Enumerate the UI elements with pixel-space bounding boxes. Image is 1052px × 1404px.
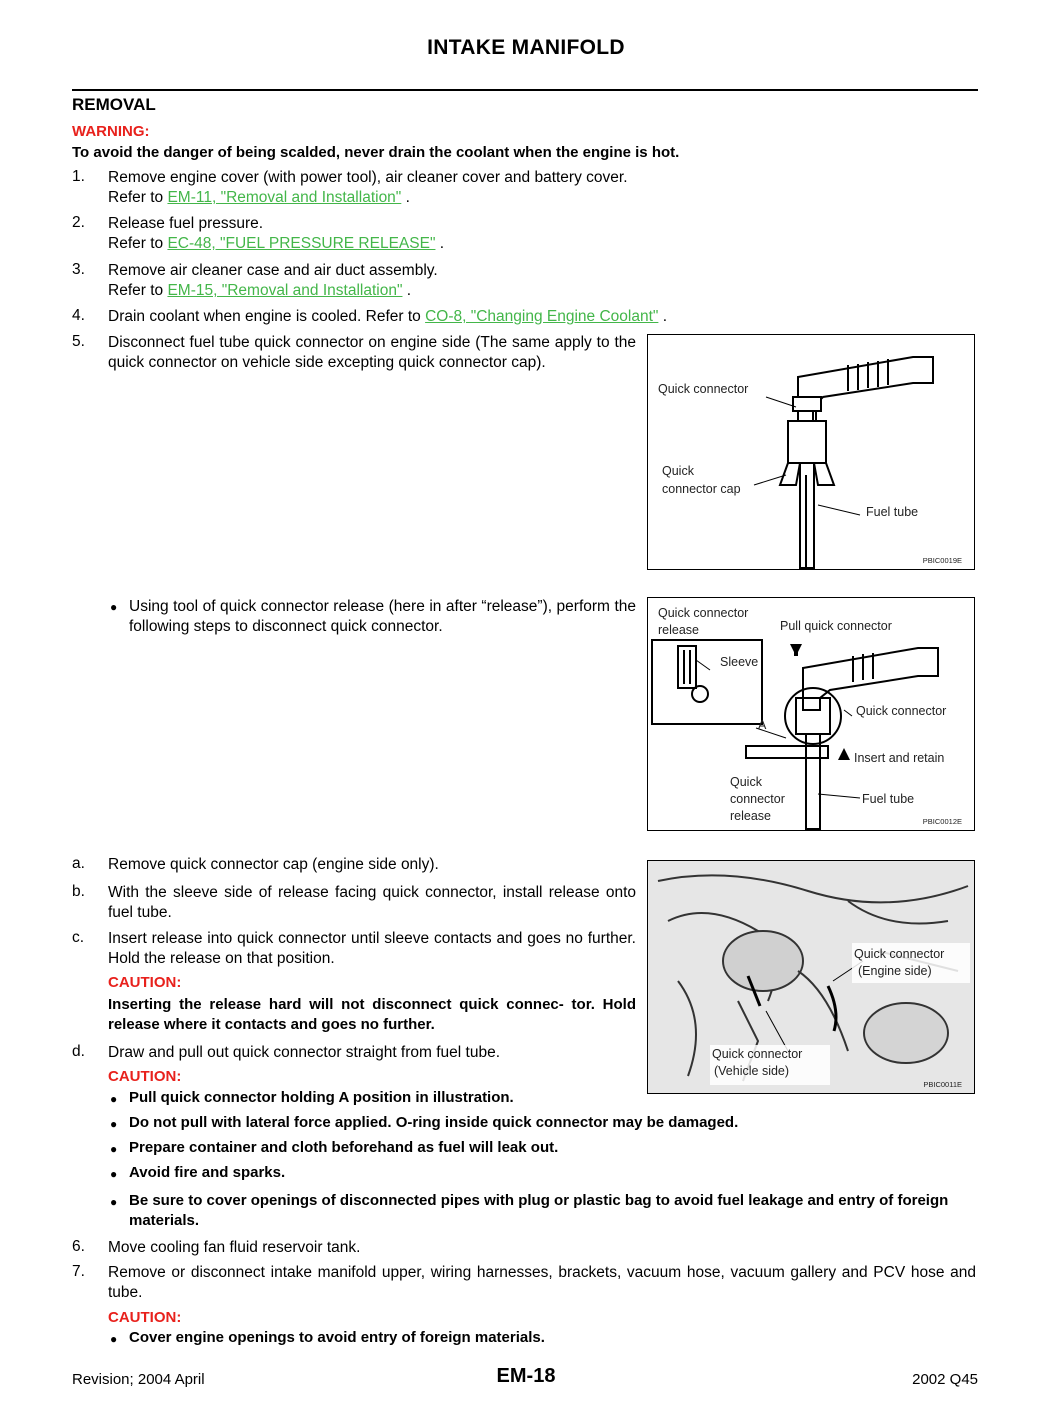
warning-label: WARNING: bbox=[72, 123, 150, 140]
ref-suffix: . bbox=[401, 189, 410, 206]
step-4-text bbox=[108, 307, 988, 327]
figure-label: Quick bbox=[662, 464, 694, 478]
step-d-text: Draw and pull out quick connector straight from fuel tube. bbox=[108, 1044, 501, 1061]
step-b-text: With the sleeve side of release facing quick connector, install release onto fuel tube. bbox=[108, 884, 636, 921]
ref-suffix: . bbox=[402, 282, 412, 299]
figure-label: Insert and retain bbox=[854, 751, 945, 765]
quick-connector-illustration bbox=[648, 335, 974, 569]
caution-label: CAUTION: bbox=[108, 1309, 182, 1326]
figure-label: Quick bbox=[730, 775, 762, 789]
step-7-text: Remove or disconnect intake manifold upper, wiring harnesses, brackets, vacuum hose, vacuum gallery and PCV hose and tube. bbox=[108, 1264, 976, 1301]
caution-1-text: Inserting the release hard will not disconnect quick connec- tor. Hold release where it contacts and goes no further. bbox=[108, 996, 636, 1033]
figure-label: Sleeve bbox=[720, 655, 759, 669]
step-4-lead: Drain coolant when engine is cooled. Refer to bbox=[108, 308, 426, 325]
figure-label: Quick connector bbox=[854, 947, 945, 961]
figure-label: Quick connector bbox=[658, 606, 749, 620]
ref-suffix: . bbox=[658, 308, 668, 325]
ref-suffix: . bbox=[435, 235, 445, 252]
figure-label: Pull quick connector bbox=[780, 619, 892, 633]
ref-link-em-15[interactable]: EM-15, "Removal and Installation" bbox=[167, 282, 403, 299]
step-3-ref bbox=[108, 281, 988, 301]
step-5-text: Disconnect fuel tube quick connector on engine side (The same apply to the quick connector on vehicle side excepting quick connector cap). bbox=[108, 334, 636, 371]
page-number: EM-18 bbox=[496, 1365, 556, 1387]
ref-prefix: Refer to bbox=[108, 282, 168, 299]
caution-item: Pull quick connector holding A position in illustration. bbox=[129, 1089, 514, 1106]
bullet-icon: ● bbox=[110, 1195, 118, 1209]
figure-label: release bbox=[730, 809, 771, 823]
figure-label: Quick connector bbox=[658, 382, 749, 396]
bullet-icon: ● bbox=[110, 1142, 118, 1156]
caution-label: CAUTION: bbox=[108, 1068, 182, 1085]
figure-label: Quick connector bbox=[856, 704, 947, 718]
step-letter: c. bbox=[72, 929, 85, 946]
footer-model: 2002 Q45 bbox=[912, 1371, 978, 1388]
figure-quick-connector-release bbox=[647, 597, 975, 831]
figure-quick-connector bbox=[647, 334, 975, 570]
bullet-icon: ● bbox=[110, 1167, 118, 1181]
step-5-bullet: Using tool of quick connector release (here in after “release”), perform the following steps to disconnect quick connector. bbox=[129, 598, 636, 635]
step-number: 6. bbox=[72, 1238, 85, 1255]
step-number: 2. bbox=[72, 214, 85, 231]
ref-link-em-11[interactable]: EM-11, "Removal and Installation" bbox=[167, 189, 402, 206]
caution-item: Prepare container and cloth beforehand as fuel will leak out. bbox=[129, 1139, 559, 1156]
step-text bbox=[108, 214, 988, 254]
caution-item: Cover engine openings to avoid entry of foreign materials. bbox=[129, 1329, 545, 1346]
step-a-text: Remove quick connector cap (engine side only). bbox=[108, 856, 439, 873]
ref-prefix: Refer to bbox=[108, 189, 168, 206]
figure-label: Fuel tube bbox=[862, 792, 915, 806]
figure-label: release bbox=[658, 623, 699, 637]
bullet-icon: ● bbox=[110, 600, 118, 614]
ref-prefix: Refer to bbox=[108, 235, 168, 252]
step-2-text: Release fuel pressure. bbox=[108, 215, 264, 232]
step-number: 3. bbox=[72, 261, 85, 278]
caution-label: CAUTION: bbox=[108, 974, 182, 991]
caution-item: Be sure to cover openings of disconnected pipes with plug or plastic bag to avoid fuel leakage and entry of foreign materials. bbox=[129, 1192, 949, 1229]
step-letter: a. bbox=[72, 855, 85, 872]
figure-label: Fuel tube bbox=[866, 505, 919, 519]
bullet-icon: ● bbox=[110, 1117, 118, 1131]
warning-text: To avoid the danger of being scalded, never drain the coolant when the engine is hot. bbox=[72, 144, 680, 161]
figure-engine-bay bbox=[647, 860, 975, 1094]
footer-revision: Revision; 2004 April bbox=[72, 1371, 205, 1388]
ref-link-ec-48[interactable]: EC-48, "FUEL PRESSURE RELEASE" bbox=[167, 235, 436, 252]
figure-label: Quick connector bbox=[712, 1047, 803, 1061]
step-text bbox=[108, 168, 988, 208]
step-number: 4. bbox=[72, 307, 85, 324]
figure-label: A bbox=[758, 718, 767, 732]
figure-label: (Engine side) bbox=[858, 964, 932, 978]
step-1-text: Remove engine cover (with power tool), air cleaner cover and battery cover. bbox=[108, 169, 628, 186]
ref-link-co-8[interactable]: CO-8, "Changing Engine Coolant" bbox=[425, 308, 659, 325]
step-letter: b. bbox=[72, 883, 85, 900]
step-c-text: Insert release into quick connector until sleeve contacts and goes no further. Hold the release on that position. bbox=[108, 930, 636, 967]
title-rule bbox=[72, 89, 978, 91]
step-number: 1. bbox=[72, 168, 85, 185]
step-text bbox=[108, 261, 988, 301]
figure-id: PBIC0011E bbox=[923, 1080, 962, 1089]
step-number: 5. bbox=[72, 333, 85, 350]
step-6-text: Move cooling fan fluid reservoir tank. bbox=[108, 1239, 361, 1256]
figure-label: connector cap bbox=[662, 482, 741, 496]
figure-id: PBIC0012E bbox=[922, 817, 962, 826]
step-1-ref bbox=[108, 188, 988, 208]
caution-item: Do not pull with lateral force applied. O-ring inside quick connector may be damaged. bbox=[129, 1114, 739, 1131]
figure-id: PBIC0019E bbox=[922, 556, 962, 565]
step-2-ref bbox=[108, 234, 988, 254]
bullet-icon: ● bbox=[110, 1332, 118, 1346]
step-letter: d. bbox=[72, 1043, 85, 1060]
step-number: 7. bbox=[72, 1263, 85, 1280]
figure-label: connector bbox=[730, 792, 785, 806]
step-3-text: Remove air cleaner case and air duct assembly. bbox=[108, 262, 438, 279]
figure-label: (Vehicle side) bbox=[714, 1064, 790, 1078]
section-title: REMOVAL bbox=[72, 95, 156, 114]
caution-item: Avoid fire and sparks. bbox=[129, 1164, 286, 1181]
bullet-icon: ● bbox=[110, 1092, 118, 1106]
page-title: INTAKE MANIFOLD bbox=[427, 36, 625, 59]
